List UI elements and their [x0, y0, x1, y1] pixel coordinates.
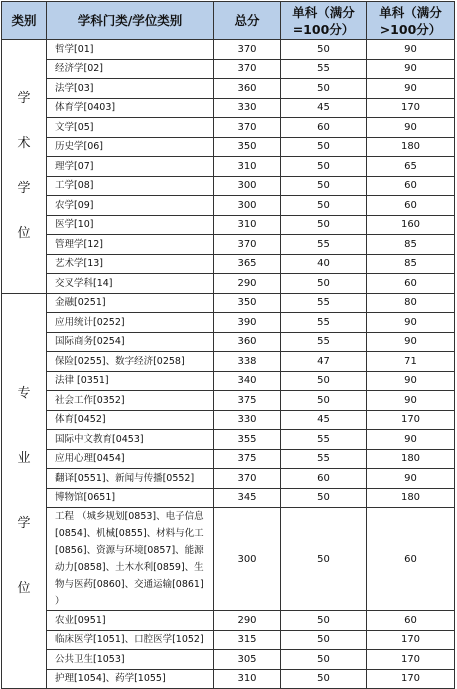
single-over-100-cell: 180: [367, 137, 455, 157]
table-row: [2, 157, 455, 177]
single-over-100-cell: 90: [367, 430, 455, 450]
single-100-cell: 60: [281, 118, 367, 138]
single-100-cell: 50: [281, 650, 367, 670]
single-over-100-cell: 60: [367, 611, 455, 631]
total-score-cell: 370: [214, 118, 281, 138]
header-total: 总分: [214, 2, 281, 40]
header-single-over-100: 单科（满分>100分）: [367, 2, 455, 40]
single-100-cell: 50: [281, 669, 367, 689]
subject-cell: 临床医学[1051]、口腔医学[1052]: [47, 630, 214, 650]
table-row: [2, 176, 455, 196]
total-score-cell: 375: [214, 449, 281, 469]
single-over-100-cell: 180: [367, 449, 455, 469]
single-100-cell: 50: [281, 508, 367, 611]
header-single-100: 单科（满分=100分）: [281, 2, 367, 40]
total-score-cell: 370: [214, 235, 281, 255]
single-over-100-cell: 85: [367, 254, 455, 274]
header-subject: 学科门类/学位类别: [47, 2, 214, 40]
table-row: [2, 371, 455, 391]
table-row: [2, 313, 455, 333]
single-over-100-cell: 90: [367, 313, 455, 333]
table-row: [2, 254, 455, 274]
single-100-cell: 55: [281, 313, 367, 333]
table-row: [2, 611, 455, 631]
table-row: [2, 235, 455, 255]
header-row: [2, 2, 455, 40]
total-score-cell: 300: [214, 176, 281, 196]
category-char: 学: [17, 91, 31, 107]
single-over-100-cell: 65: [367, 157, 455, 177]
single-over-100-cell: 90: [367, 332, 455, 352]
single-100-cell: 50: [281, 215, 367, 235]
total-score-cell: 330: [214, 98, 281, 118]
table-row: [2, 59, 455, 79]
total-score-cell: 365: [214, 254, 281, 274]
total-score-cell: 340: [214, 371, 281, 391]
table-row: [2, 469, 455, 489]
single-100-cell: 60: [281, 469, 367, 489]
table-body: [2, 40, 455, 689]
total-score-cell: 370: [214, 469, 281, 489]
total-score-cell: 370: [214, 59, 281, 79]
subject-cell: 法学[03]: [47, 79, 214, 99]
single-over-100-cell: 160: [367, 215, 455, 235]
subject-cell: 护理[1054]、药学[1055]: [47, 669, 214, 689]
single-over-100-cell: 90: [367, 371, 455, 391]
table-row: [2, 118, 455, 138]
total-score-cell: 338: [214, 352, 281, 372]
total-score-cell: 305: [214, 650, 281, 670]
category-char: 专: [17, 385, 31, 401]
single-100-cell: 50: [281, 488, 367, 508]
single-100-cell: 55: [281, 332, 367, 352]
single-over-100-cell: 170: [367, 98, 455, 118]
subject-cell: 哲学[01]: [47, 40, 214, 60]
table-row: [2, 196, 455, 216]
category-char: 学: [17, 181, 31, 197]
single-over-100-cell: 90: [367, 40, 455, 60]
single-over-100-cell: 170: [367, 650, 455, 670]
single-100-cell: 50: [281, 611, 367, 631]
subject-cell: 金融[0251]: [47, 293, 214, 313]
subject-cell: 经济学[02]: [47, 59, 214, 79]
subject-cell: 理学[07]: [47, 157, 214, 177]
single-100-cell: 50: [281, 196, 367, 216]
table-row: [2, 449, 455, 469]
single-over-100-cell: 170: [367, 630, 455, 650]
table-row: [2, 332, 455, 352]
table-row: [2, 352, 455, 372]
subject-cell: 管理学[12]: [47, 235, 214, 255]
category-char: 术: [17, 136, 31, 152]
subject-cell: 体育[0452]: [47, 410, 214, 430]
single-100-cell: 50: [281, 630, 367, 650]
score-table: [1, 1, 455, 689]
subject-cell: 保险[0255]、数字经济[0258]: [47, 352, 214, 372]
table-row: [2, 488, 455, 508]
table-row: [2, 630, 455, 650]
total-score-cell: 370: [214, 40, 281, 60]
single-over-100-cell: 60: [367, 508, 455, 611]
single-over-100-cell: 60: [367, 196, 455, 216]
total-score-cell: 300: [214, 196, 281, 216]
single-100-cell: 50: [281, 371, 367, 391]
total-score-cell: 300: [214, 508, 281, 611]
subject-cell: 艺术学[13]: [47, 254, 214, 274]
subject-cell: 博物馆[0651]: [47, 488, 214, 508]
category-cell: [2, 40, 47, 294]
subject-cell: 应用心理[0454]: [47, 449, 214, 469]
total-score-cell: 360: [214, 332, 281, 352]
single-100-cell: 45: [281, 98, 367, 118]
total-score-cell: 315: [214, 630, 281, 650]
single-over-100-cell: 180: [367, 488, 455, 508]
subject-cell: 翻译[0551]、新闻与传播[0552]: [47, 469, 214, 489]
single-100-cell: 40: [281, 254, 367, 274]
total-score-cell: 290: [214, 274, 281, 294]
total-score-cell: 310: [214, 669, 281, 689]
category-char: 业: [17, 450, 31, 466]
single-100-cell: 50: [281, 79, 367, 99]
category-cell: [2, 293, 47, 689]
subject-cell: 社会工作[0352]: [47, 391, 214, 411]
total-score-cell: 390: [214, 313, 281, 333]
single-100-cell: 55: [281, 430, 367, 450]
table-row: [2, 508, 455, 611]
total-score-cell: 360: [214, 79, 281, 99]
total-score-cell: 355: [214, 430, 281, 450]
single-100-cell: 50: [281, 274, 367, 294]
table-row: [2, 40, 455, 60]
single-over-100-cell: 90: [367, 59, 455, 79]
subject-cell: 农学[09]: [47, 196, 214, 216]
single-over-100-cell: 90: [367, 391, 455, 411]
single-100-cell: 50: [281, 40, 367, 60]
single-100-cell: 55: [281, 235, 367, 255]
subject-cell: 国际中文教育[0453]: [47, 430, 214, 450]
single-100-cell: 45: [281, 410, 367, 430]
table-row: [2, 669, 455, 689]
category-char: 位: [17, 226, 31, 242]
single-over-100-cell: 85: [367, 235, 455, 255]
single-over-100-cell: 60: [367, 274, 455, 294]
single-over-100-cell: 170: [367, 410, 455, 430]
header-category: 类别: [2, 2, 47, 40]
table-row: [2, 430, 455, 450]
single-over-100-cell: 90: [367, 79, 455, 99]
subject-cell: 公共卫生[1053]: [47, 650, 214, 670]
subject-cell: 农业[0951]: [47, 611, 214, 631]
subject-cell: 法律 [0351]: [47, 371, 214, 391]
single-100-cell: 50: [281, 391, 367, 411]
total-score-cell: 350: [214, 137, 281, 157]
subject-cell: 文学[05]: [47, 118, 214, 138]
total-score-cell: 375: [214, 391, 281, 411]
subject-cell: 工程 （城乡规划[0853]、电子信息[0854]、机械[0855]、材料与化工[0856]、资源与环境[0857]、能源动力[0858]、土木水利[0859]、生物与医药[0860]、交通运输[0861] ）: [47, 508, 214, 611]
single-100-cell: 55: [281, 59, 367, 79]
single-100-cell: 55: [281, 293, 367, 313]
single-over-100-cell: 90: [367, 118, 455, 138]
table-row: [2, 215, 455, 235]
single-100-cell: 47: [281, 352, 367, 372]
table-row: [2, 98, 455, 118]
single-over-100-cell: 170: [367, 669, 455, 689]
subject-cell: 交叉学科[14]: [47, 274, 214, 294]
table-row: [2, 410, 455, 430]
subject-cell: 应用统计[0252]: [47, 313, 214, 333]
total-score-cell: 350: [214, 293, 281, 313]
total-score-cell: 310: [214, 215, 281, 235]
subject-cell: 工学[08]: [47, 176, 214, 196]
table-row: [2, 79, 455, 99]
single-over-100-cell: 80: [367, 293, 455, 313]
table-row: [2, 391, 455, 411]
single-100-cell: 50: [281, 137, 367, 157]
category-char: 位: [17, 580, 31, 596]
subject-cell: 体育学[0403]: [47, 98, 214, 118]
table-row: [2, 293, 455, 313]
table-row: [2, 274, 455, 294]
single-100-cell: 50: [281, 176, 367, 196]
subject-cell: 医学[10]: [47, 215, 214, 235]
table-row: [2, 650, 455, 670]
table-row: [2, 137, 455, 157]
single-over-100-cell: 90: [367, 469, 455, 489]
single-over-100-cell: 60: [367, 176, 455, 196]
single-100-cell: 55: [281, 449, 367, 469]
total-score-cell: 345: [214, 488, 281, 508]
total-score-cell: 310: [214, 157, 281, 177]
total-score-cell: 330: [214, 410, 281, 430]
subject-cell: 国际商务[0254]: [47, 332, 214, 352]
subject-cell: 历史学[06]: [47, 137, 214, 157]
single-100-cell: 50: [281, 157, 367, 177]
single-over-100-cell: 71: [367, 352, 455, 372]
category-char: 学: [17, 515, 31, 531]
total-score-cell: 290: [214, 611, 281, 631]
